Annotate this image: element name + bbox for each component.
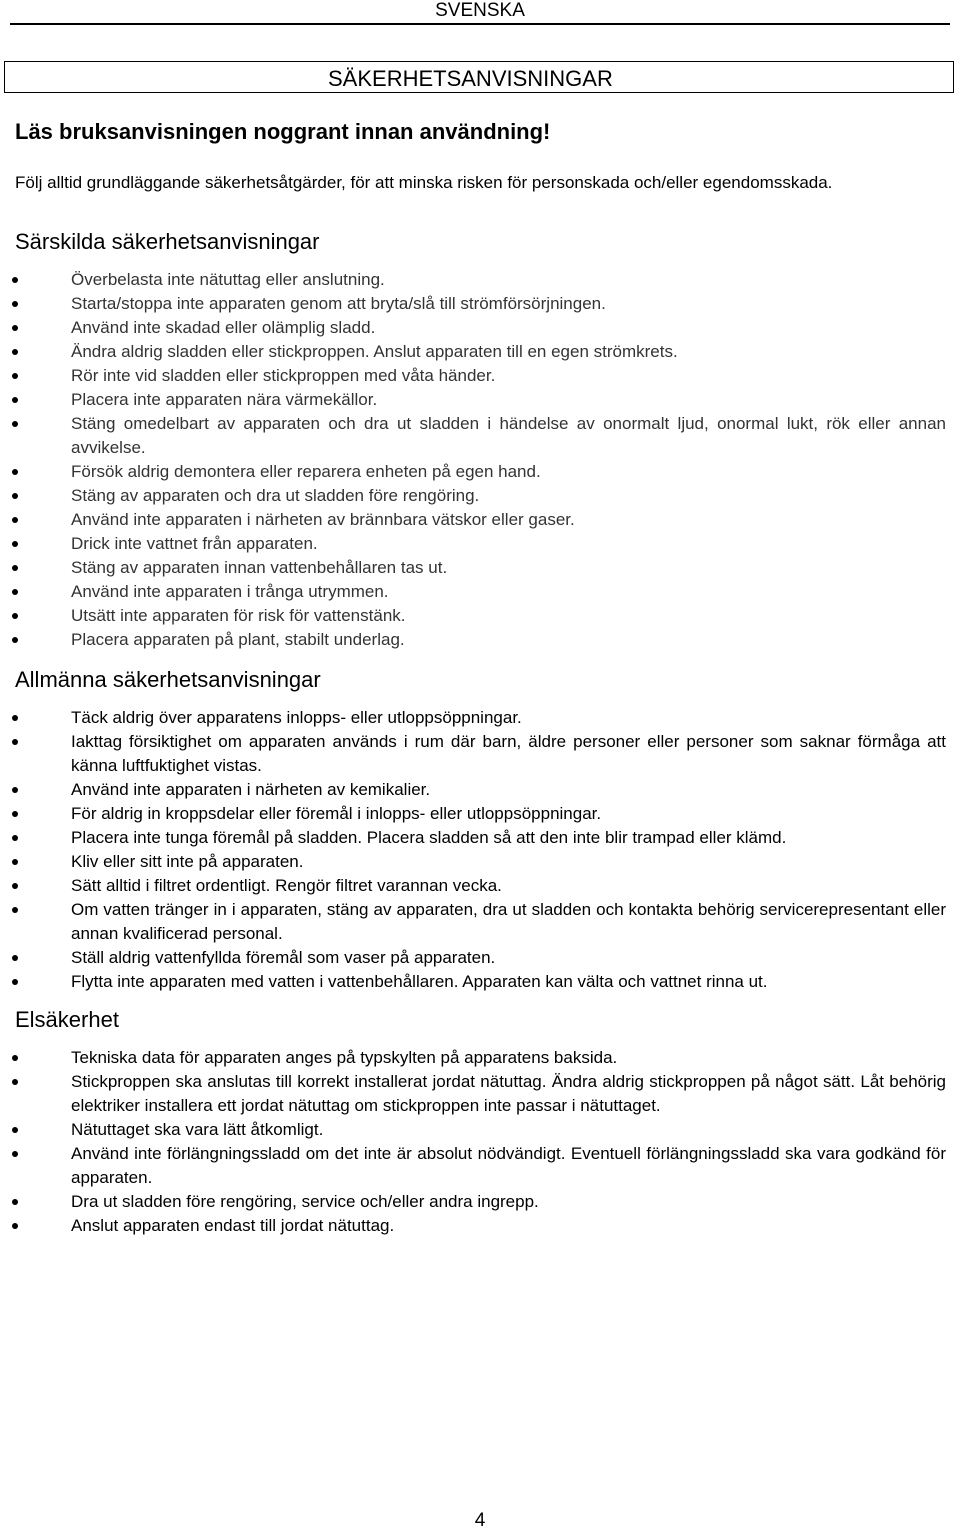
list-item: Stäng omedelbart av apparaten och dra ut sladden i händelse av onormalt ljud, onormal lukt, rök eller annan avvikelse. bbox=[0, 412, 960, 460]
bullet-icon bbox=[12, 325, 18, 331]
list-general bbox=[0, 706, 960, 994]
list-item: Stickproppen ska anslutas till korrekt installerat jordat nätuttag. Ändra aldrig stickproppen på något sätt. Låt behörig elektriker installera ett jordat nätuttag om stickproppen inte passar i nätuttaget. bbox=[0, 1070, 960, 1118]
header-rule bbox=[10, 23, 950, 25]
list-item: Placera inte apparaten nära värmekällor. bbox=[0, 388, 960, 412]
list-specific bbox=[0, 268, 960, 652]
bullet-icon bbox=[12, 301, 18, 307]
page-title: SÄKERHETSANVISNINGAR bbox=[328, 66, 613, 91]
list-item: Använd inte skadad eller olämplig sladd. bbox=[0, 316, 960, 340]
list-item: Ändra aldrig sladden eller stickproppen. Anslut apparaten till en egen strömkrets. bbox=[0, 340, 960, 364]
list-item: Överbelasta inte nätuttag eller anslutning. bbox=[0, 268, 960, 292]
bullet-icon bbox=[12, 739, 18, 745]
intro-text: Följ alltid grundläggande säkerhetsåtgärder, för att minska risken för personskada och/eller egendomsskada. bbox=[15, 173, 833, 192]
list-item: Använd inte apparaten i närheten av kemikalier. bbox=[0, 778, 960, 802]
list-item: Starta/stoppa inte apparaten genom att bryta/slå till strömförsörjningen. bbox=[0, 292, 960, 316]
bullet-icon bbox=[12, 1223, 18, 1229]
list-item: För aldrig in kroppsdelar eller föremål i inlopps- eller utloppsöppningar. bbox=[0, 802, 960, 826]
bullet-icon bbox=[12, 517, 18, 523]
bullet-icon bbox=[12, 637, 18, 643]
bullet-icon bbox=[12, 787, 18, 793]
header-language: SVENSKA bbox=[435, 0, 525, 21]
list-item: Stäng av apparaten innan vattenbehållaren tas ut. bbox=[0, 556, 960, 580]
bullet-icon bbox=[12, 979, 18, 985]
section-heading-general: Allmänna säkerhetsanvisningar bbox=[15, 667, 321, 692]
list-item: Använd inte apparaten i trånga utrymmen. bbox=[0, 580, 960, 604]
list-item: Använd inte apparaten i närheten av brännbara vätskor eller gaser. bbox=[0, 508, 960, 532]
list-item: Drick inte vattnet från apparaten. bbox=[0, 532, 960, 556]
list-item: Anslut apparaten endast till jordat nätuttag. bbox=[0, 1214, 960, 1238]
list-item: Utsätt inte apparaten för risk för vattenstänk. bbox=[0, 604, 960, 628]
bullet-icon bbox=[12, 397, 18, 403]
page-number: 4 bbox=[474, 1510, 486, 1531]
list-item: Ställ aldrig vattenfyllda föremål som vaser på apparaten. bbox=[0, 946, 960, 970]
bullet-icon bbox=[12, 589, 18, 595]
title-box bbox=[4, 61, 954, 93]
list-item: Nätuttaget ska vara lätt åtkomligt. bbox=[0, 1118, 960, 1142]
bullet-icon bbox=[12, 1127, 18, 1133]
list-item: Rör inte vid sladden eller stickproppen med våta händer. bbox=[0, 364, 960, 388]
bullet-icon bbox=[12, 715, 18, 721]
bullet-icon bbox=[12, 373, 18, 379]
bullet-icon bbox=[12, 955, 18, 961]
list-item: Flytta inte apparaten med vatten i vattenbehållaren. Apparaten kan välta och vattnet rinna ut. bbox=[0, 970, 960, 994]
bullet-icon bbox=[12, 811, 18, 817]
list-item: Sätt alltid i filtret ordentligt. Rengör filtret varannan vecka. bbox=[0, 874, 960, 898]
list-item: Iakttag försiktighet om apparaten används i rum där barn, äldre personer eller personer som saknar förmåga att känna luftfuktighet vistas. bbox=[0, 730, 960, 778]
list-item: Kliv eller sitt inte på apparaten. bbox=[0, 850, 960, 874]
bullet-icon bbox=[12, 1199, 18, 1205]
list-item: Placera inte tunga föremål på sladden. Placera sladden så att den inte blir trampad eller klämd. bbox=[0, 826, 960, 850]
bullet-icon bbox=[12, 277, 18, 283]
bullet-icon bbox=[12, 835, 18, 841]
bullet-icon bbox=[12, 541, 18, 547]
list-item: Placera apparaten på plant, stabilt underlag. bbox=[0, 628, 960, 652]
list-item: Om vatten tränger in i apparaten, stäng av apparaten, dra ut sladden och kontakta behörig servicerepresentant eller annan kvalificerad personal. bbox=[0, 898, 960, 946]
bullet-icon bbox=[12, 349, 18, 355]
list-item: Dra ut sladden före rengöring, service och/eller andra ingrepp. bbox=[0, 1190, 960, 1214]
bullet-icon bbox=[12, 1079, 18, 1085]
list-item: Täck aldrig över apparatens inlopps- eller utloppsöppningar. bbox=[0, 706, 960, 730]
bullet-icon bbox=[12, 613, 18, 619]
list-item: Stäng av apparaten och dra ut sladden före rengöring. bbox=[0, 484, 960, 508]
bullet-icon bbox=[12, 859, 18, 865]
bullet-icon bbox=[12, 421, 18, 427]
bullet-icon bbox=[12, 469, 18, 475]
bullet-icon bbox=[12, 883, 18, 889]
bullet-icon bbox=[12, 1151, 18, 1157]
intro-warning: Läs bruksanvisningen noggrant innan användning! bbox=[15, 119, 551, 144]
section-heading-specific: Särskilda säkerhetsanvisningar bbox=[15, 229, 320, 254]
list-item: Använd inte förlängningssladd om det inte är absolut nödvändigt. Eventuell förlängningssladd ska vara godkänd för apparaten. bbox=[0, 1142, 960, 1190]
list-item: Tekniska data för apparaten anges på typskylten på apparatens baksida. bbox=[0, 1046, 960, 1070]
section-heading-electrical: Elsäkerhet bbox=[15, 1007, 119, 1032]
bullet-icon bbox=[12, 1055, 18, 1061]
bullet-icon bbox=[12, 907, 18, 913]
bullet-icon bbox=[12, 565, 18, 571]
bullet-icon bbox=[12, 493, 18, 499]
list-item: Försök aldrig demontera eller reparera enheten på egen hand. bbox=[0, 460, 960, 484]
list-electrical bbox=[0, 1046, 960, 1238]
